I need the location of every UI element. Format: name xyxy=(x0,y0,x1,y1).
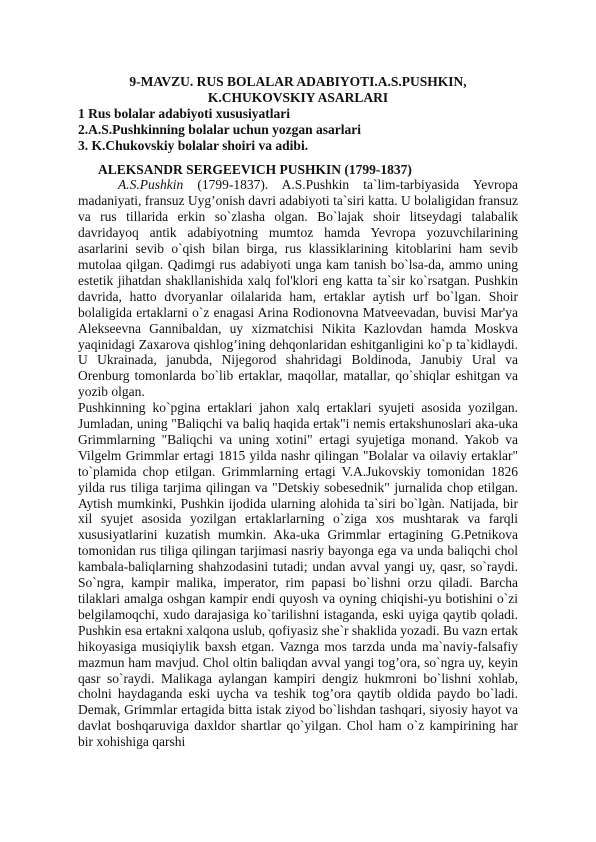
title-line-1: 9-MAVZU. RUS BOLALAR ADABIYOTI.A.S.PUSHKIN, xyxy=(129,74,467,89)
outline-item: 3. K.Chukovskiy bolalar shoiri va adibi. xyxy=(78,137,309,153)
outline-item: 1 Rus bolalar adabiyoti xususiyatlari xyxy=(78,105,291,121)
document-title xyxy=(78,74,518,106)
paragraph-1-text: (1799-1837). A.S.Pushkin ta`lim-tarbiyasida Yevropa madaniyati, fransuz Uyg’onish davri adabiyoti ta`siri katta. U bolaligidan fransuz va rus tillarida erkin so`zlasha olgan. Bo`lajak shoir litseydagi talabalik davridayoq antik adabiyotning mumtoz hamda Yevropa yozuvchilarining asarlarini sevib o`qish bilan birga, rus klassiklarining kitoblarini ham sevib mutolaa qilgan. Qadimgi rus adabiyoti unga kam tanish bo`lsa-da, ammo uning estetik jihatdan shakllanishida xalq fol'klori eng katta ta`sir ko`rsatgan. Pushkin davrida, hatto dvoryanlar oilalarida ham, ertaklar aytish urf bo`lgan. Shoir bolaligida ertaklarni o`z enagasi Arina Rodionovna Matveevadan, buvisi Mar'ya Alekseevna Gannibaldan, uy xizmatchisi Nikita Kazlovdan hamda Moskva yaqinidagi Zaxarova qishlog’ining dehqonlaridan eshitganligini ko`p ta`kidlaydi. U Ukrainada, janubda, Nijegorod shahridagi Boldinoda, Janubiy Ural va Orenburg tomonlarda bo`lib ertaklar, maqollar, matallar, qo`shiqlar eshitgan va yozib olgan. xyxy=(78,177,518,400)
document-page xyxy=(78,60,518,750)
author-name: A.S.Pushkin xyxy=(118,177,184,193)
outline-item: 2.A.S.Pushkinning bolalar uchun yozgan asarlari xyxy=(78,121,361,137)
paragraph-1 xyxy=(78,177,518,400)
title-line-2: K.CHUKOVSKIY ASARLARI xyxy=(207,89,389,105)
topic-outline xyxy=(78,106,518,154)
section-heading: ALEKSANDR SERGEEVICH PUSHKIN (1799-1837) xyxy=(98,161,412,177)
paragraph-2: Pushkinning ko`pgina ertaklari jahon xalq ertaklari syujeti asosida yozilgan. Jumladan, uning "Baliqchi va baliq haqida ertak"i nemis ertakshunoslari aka-uka Grimmlarning "Baliqchi va uning xotini" ertagi syujetiga monand. Yakob va Vilgelm Grimmlar ertagi 1815 yilda nashr qilingan "Bolalar va oilaviy ertaklar" to`plamida chop etilgan. Grimmlarning ertagi V.A.Jukovskiy tomonidan 1826 yilda rus tiliga tarjima qilingan va "Detskiy sobesednik" jurnalida chop etilgan. Aytish mumkinki, Pushkin ijodida ularning alohida ta`siri bo`lgàn. Natijada, bir xil syujet asosida yozilgan ertaklarlarning o`ziga xos mushtarak va farqli xususiyatlarini kuzatish mumkin. Aka-uka Grimmlar ertagining G.Petnikova tomonidan rus tiliga qilingan tarjimasi nasriy bayonga ega va unda baliqchi chol kambala-baliqlarning shahzodasini tutadi; undan avval yangi uy, qasr, so`raydi. So`ngra, kampir malika, imperator, rim papasi bo`lishni orzu qiladi. Barcha tilaklari amalga oshgan kampir endi quyosh va oyning chiqishi-yu botishini o`zi belgilamoqchi, xudo darajasiga ko`tarilishni istaganda, eski uyiga qaytib qoladi. Pushkin esa ertakni xalqona uslub, qofiyasiz she`r shaklida yozadi. Bu vazn ertak hikoyasiga musiqiylik baxsh etgan. Vaznga mos tarzda unda ma`naviy-falsafiy mazmun ham mavjud. Chol oltin baliqdan avval yangi tog’ora, so`ngra uy, keyin qasr so`raydi. Malikaga aylangan kampiri dengiz hukmroni bo`lishni xohlab, cholni haydaganda eski uycha va teshik tog’ora qaytib oldida paydo bo`ladi. Demak, Grimmlar ertagida bitta istak ziyod bo`lishdan tashqari, siyosiy hayot va davlat boshqaruviga daxldor shartlar qo`yilgan. Chol ham o`z kampirining har bir xohishiga qarshi xyxy=(78,400,518,750)
